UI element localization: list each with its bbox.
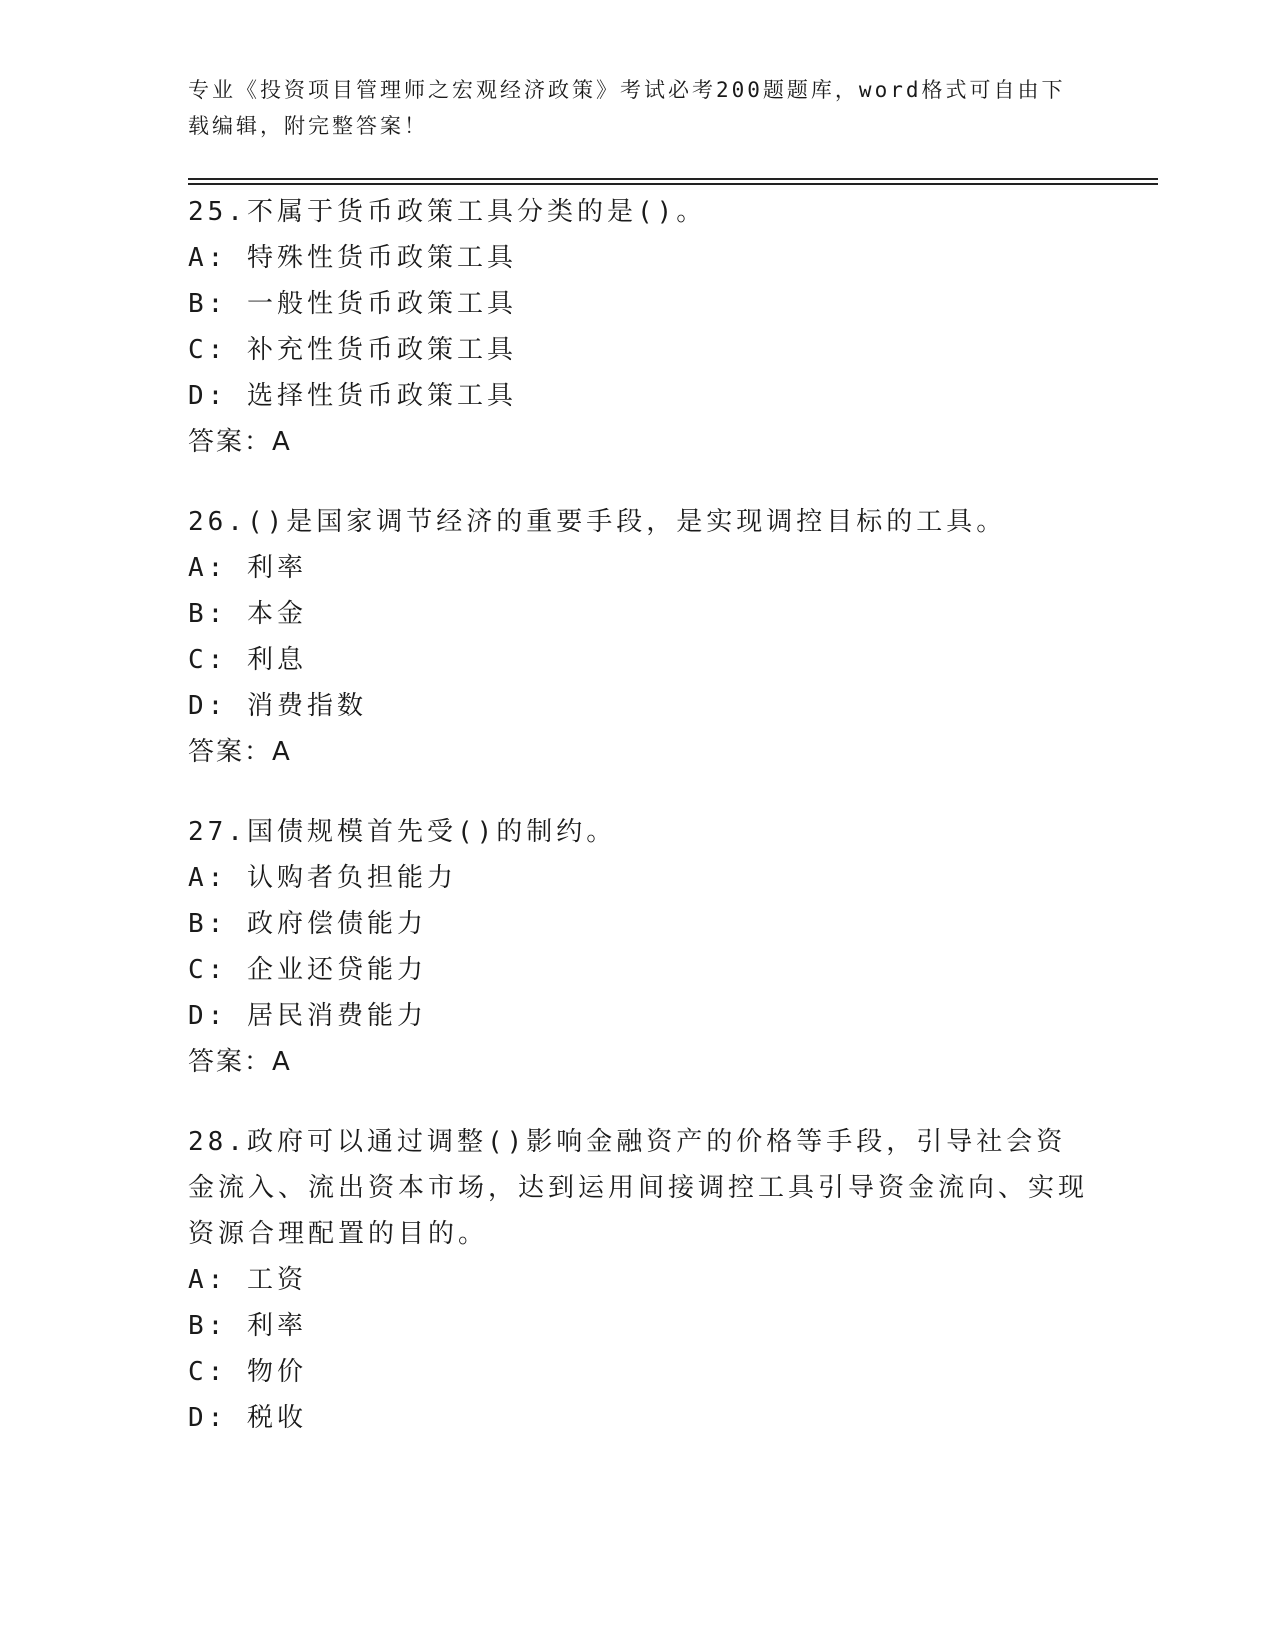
- answer: 答案：A: [188, 1047, 292, 1077]
- option-a: A: 利率: [188, 553, 307, 583]
- document-header: 专业《投资项目管理师之宏观经济政策》考试必考200题题库，word格式可自由下载编辑，附完整答案！: [188, 78, 1066, 138]
- option-c: C: 利息: [188, 645, 307, 675]
- option-a: A: 特殊性货币政策工具: [188, 243, 517, 273]
- question-25: [188, 189, 1088, 465]
- question-28: [188, 1119, 1088, 1441]
- option-d: D: 选择性货币政策工具: [188, 381, 517, 411]
- option-b: B: 政府偿债能力: [188, 909, 427, 939]
- header-rule-top: [188, 178, 1158, 180]
- question-26: [188, 499, 1088, 775]
- question-stem: 28.政府可以通过调整()影响金融资产的价格等手段，引导社会资金流入、流出资本市场，达到运用间接调控工具引导资金流向、实现资源合理配置的目的。: [188, 1127, 1089, 1249]
- option-b: B: 利率: [188, 1311, 307, 1341]
- option-a: A: 工资: [188, 1265, 307, 1295]
- option-d: D: 税收: [188, 1403, 307, 1433]
- option-d: D: 居民消费能力: [188, 1001, 427, 1031]
- option-c: C: 补充性货币政策工具: [188, 335, 517, 365]
- option-b: B: 一般性货币政策工具: [188, 289, 517, 319]
- question-list: [188, 189, 1088, 1475]
- answer: 答案：A: [188, 427, 292, 457]
- option-d: D: 消费指数: [188, 691, 367, 721]
- answer: 答案：A: [188, 737, 292, 767]
- option-c: C: 物价: [188, 1357, 307, 1387]
- question-stem: 26.()是国家调节经济的重要手段，是实现调控目标的工具。: [188, 507, 1007, 537]
- question-27: [188, 809, 1088, 1085]
- question-stem: 27.国债规模首先受()的制约。: [188, 817, 617, 847]
- option-a: A: 认购者负担能力: [188, 863, 457, 893]
- header-rule-bottom: [188, 183, 1158, 185]
- option-c: C: 企业还贷能力: [188, 955, 427, 985]
- question-stem: 25.不属于货币政策工具分类的是()。: [188, 197, 707, 227]
- option-b: B: 本金: [188, 599, 307, 629]
